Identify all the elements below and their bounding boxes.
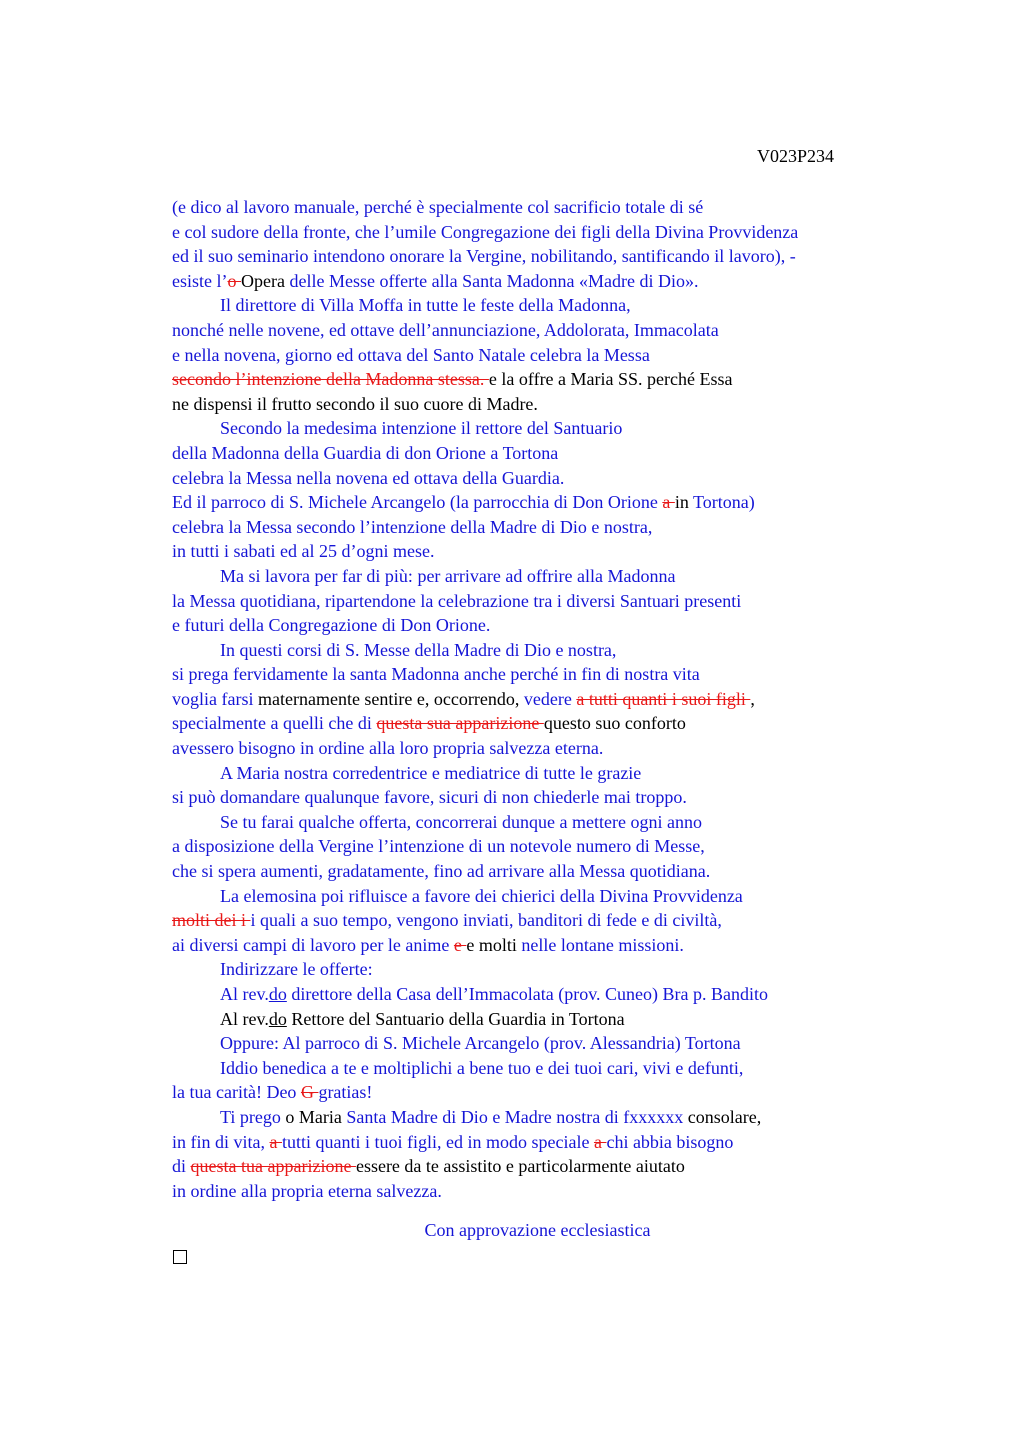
text-segment: che si spera aumenti, gradatamente, fino ad arrivare alla Messa quotidiana. [172,861,711,882]
text-line [172,761,912,786]
text-line [172,1031,912,1056]
text-segment: e futuri della Congregazione di Don Orione. [172,615,491,636]
text-segment: della Madonna della Guardia di don Orione a Tortona [172,442,559,463]
text-segment: in tutti i sabati ed al 25 d’ogni mese. [172,541,435,562]
text-segment: voglia farsi [172,688,258,709]
text-line [172,220,912,245]
deleted-text: secondo l’intenzione della Madonna stessa. [172,369,489,390]
text-segment: vedere [523,688,577,709]
text-line [172,1179,912,1204]
text-line [172,957,912,982]
deleted-text: a [662,492,675,513]
text-segment: Oppure: Al parroco di S. Michele Arcangelo (prov. Alessandria) Tortona [220,1033,741,1054]
text-line [172,564,912,589]
text-segment: specialmente a quelli che di [172,713,377,734]
text-segment: si prega fervidamente la santa Madonna anche perché in fin di nostra vita [172,664,700,685]
text-segment: gratias! [318,1082,373,1103]
deleted-text: molti dei i [172,910,251,931]
text-segment: chi abbia bisogno [606,1131,734,1152]
text-segment: delle Messe offerte alla Santa Madonna «Madre di Dio». [289,270,699,291]
text-segment: la tua carità! Deo [172,1082,301,1103]
text-segment: i quali a suo tempo, vengono inviati, banditori di fede e di civiltà, [250,910,722,931]
text-line [172,613,912,638]
text-line [172,687,912,712]
text-segment: A Maria nostra corredentrice e mediatrice di tutte le grazie [220,762,642,783]
text-segment: di [172,1156,191,1177]
text-segment: Il direttore di Villa Moffa in tutte le feste della Madonna, [220,295,631,316]
text-segment: Secondo la medesima intenzione il rettore del Santuario [220,418,623,439]
checkbox-icon [173,1250,187,1264]
text-segment: ed il suo seminario intendono onorare la Vergine, nobilitando, santificando il lavoro), - [172,246,796,267]
text-segment: Se tu farai qualche offerta, concorrerai dunque a mettere ogni anno [220,811,702,832]
text-segment: Iddio benedica a te e moltiplichi a bene tuo e dei tuoi cari, vivi e defunti, [220,1057,744,1078]
text-segment: La elemosina poi rifluisce a favore dei chierici della Divina Provvidenza [220,885,743,906]
text-segment: tutti quanti i tuoi figli, ed in modo speciale [282,1131,594,1152]
text-line [172,441,912,466]
text-segment: consolare, [687,1106,762,1127]
text-segment: Al rev. [220,984,269,1004]
deleted-text: a [269,1131,282,1152]
text-line [172,785,912,810]
text-segment: e molti [466,934,522,955]
text-line [172,638,912,663]
text-line [172,1154,912,1179]
text-line [172,490,912,515]
text-line [172,392,912,417]
text-segment: Tortona) [693,492,755,513]
deleted-text: questa tua apparizione [190,1156,356,1177]
text-segment: Al rev. [220,1008,269,1029]
text-line [172,293,912,318]
text-line [172,1105,912,1130]
text-line [172,736,912,761]
text-segment: o Maria [285,1106,347,1127]
text-segment: Opera [241,270,290,291]
text-segment: celebra la Messa nella novena ed ottava della Guardia. [172,467,565,488]
text-segment: essere da te assistito e particolarmente aiutato [355,1156,685,1177]
text-segment: in fin di vita, [172,1131,270,1152]
text-segment: nonché nelle novene, ed ottave dell’annunciazione, Addolorata, Immacolata [172,319,719,340]
text-segment: esiste l’ [172,270,228,291]
text-line [172,1007,912,1032]
text-line [172,810,912,835]
text-line [172,933,912,958]
text-segment: (e dico al lavoro manuale, perché è specialmente col sacrificio totale di sé [172,197,704,217]
text-segment: e la offre a Maria SS. perché Essa [488,369,733,390]
text-segment: e col sudore della fronte, che l’umile Congregazione dei figli della Divina Provvidenza [172,221,799,242]
text-line [172,269,912,294]
text-line [172,244,912,269]
text-segment: direttore della Casa dell’Immacolata (prov. Cuneo) Bra p. Bandito [286,984,769,1004]
text-segment: maternamente sentire e, occorrendo, [257,688,524,709]
text-line [172,539,912,564]
text-segment: si può domandare qualunque favore, sicuri di non chiederle mai troppo. [172,787,687,808]
deleted-text: a tutti quanti i suoi figli [576,688,751,709]
deleted-text: a [593,1131,607,1152]
text-segment: in [674,492,694,513]
text-line [172,318,912,343]
text-segment: do [268,984,287,1004]
document-body [172,195,912,1203]
text-segment: avessero bisogno in ordine alla loro propria salvezza eterna. [172,738,604,759]
deleted-text: questa sua apparizione [376,713,544,734]
text-segment: , [750,688,755,709]
text-line [172,195,912,220]
text-line [172,515,912,540]
text-line [172,466,912,491]
text-segment: ai diversi campi di lavoro per le anime [172,934,454,955]
text-segment: Ti prego [220,1106,286,1127]
text-segment: questo suo conforto [543,713,686,734]
deleted-text: o [227,270,241,291]
text-line [172,711,912,736]
text-segment: Indirizzare le offerte: [220,959,373,980]
text-segment: In questi corsi di S. Messe della Madre di Dio e nostra, [220,639,617,660]
text-segment: ne dispensi il frutto secondo il suo cuore di Madre. [172,393,538,414]
deleted-text: e [453,934,467,955]
text-segment: in ordine alla propria eterna salvezza. [172,1180,442,1201]
text-segment: Ed il parroco di S. Michele Arcangelo (la parrocchia di Don Orione [172,492,663,513]
text-line [172,884,912,909]
approval-note: Con approvazione ecclesiastica [424,1220,651,1240]
text-line [172,982,912,1007]
text-line [172,1080,912,1105]
text-segment: a disposizione della Vergine l’intenzione di un notevole numero di Messe, [172,836,705,857]
text-line [172,908,912,933]
text-segment: celebra la Messa secondo l’intenzione della Madre di Dio e nostra, [172,516,653,537]
text-segment: Ma si lavora per far di più: per arrivare ad offrire alla Madonna [220,565,676,586]
text-segment: e nella novena, giorno ed ottava del Santo Natale celebra la Messa [172,344,650,365]
text-segment: Rettore del Santuario della Guardia in Tortona [286,1008,625,1029]
text-line [172,343,912,368]
text-line [172,1056,912,1081]
page-id: V023P234 [757,146,835,166]
text-segment: nelle lontane missioni. [521,934,684,955]
text-segment: la Messa quotidiana, ripartendone la celebrazione tra i diversi Santuari presenti [172,590,742,611]
text-line [172,1130,912,1155]
text-line [172,859,912,884]
text-line [172,367,912,392]
text-line [172,834,912,859]
text-segment: do [268,1008,287,1029]
text-segment: Santa Madre di Dio e Madre nostra di fxxxxxx [346,1106,688,1127]
text-line [172,416,912,441]
text-line [172,662,912,687]
deleted-text: G [300,1082,319,1103]
text-line [172,589,912,614]
